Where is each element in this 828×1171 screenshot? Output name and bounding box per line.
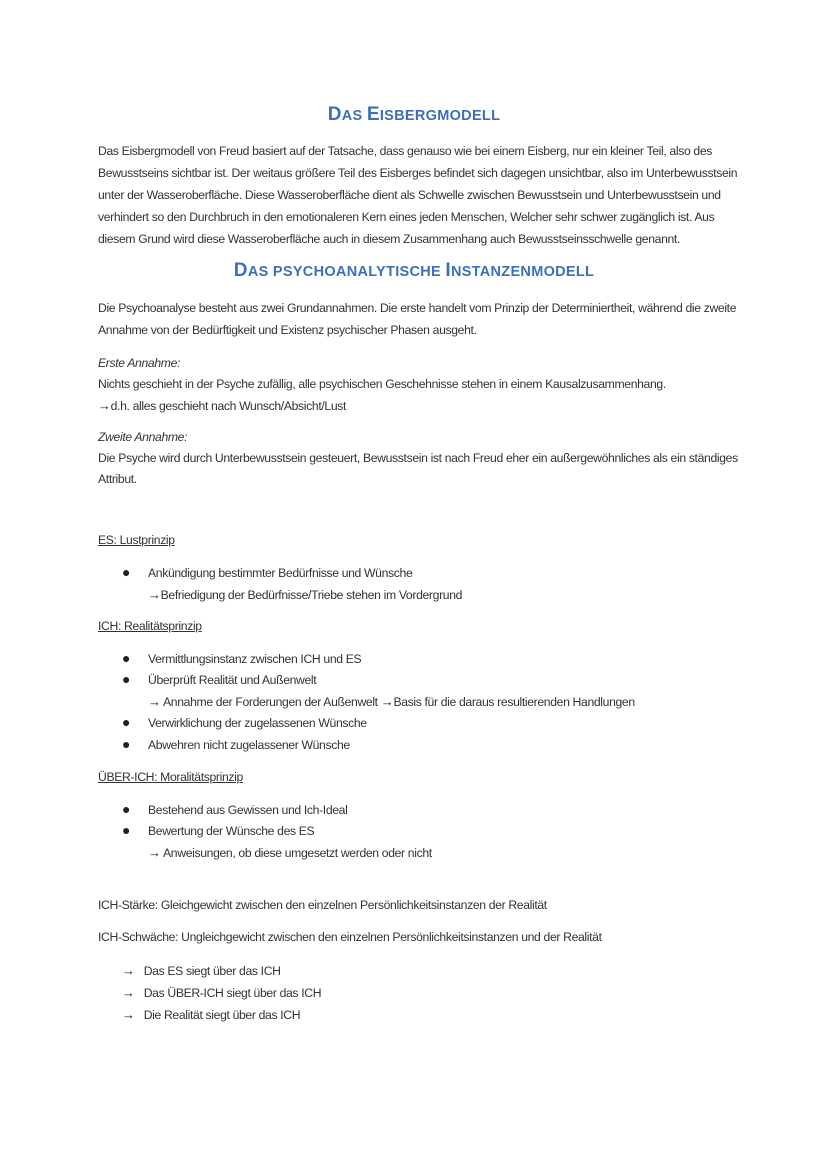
case-text: Die Realität siegt über das ICH [143,1008,301,1022]
title-letter: E [366,104,380,125]
first-assumption-text: Nichts geschieht in der Psyche zufällig, alle psychischen Geschehnisse stehen in einem Kausalzusammenhang. [98,377,666,391]
eisbergmodell-title [0,104,828,126]
paragraph-line: Das Eisbergmodell von Freud basiert auf der Tatsache, dass genauso wie bei einem Eisberg, nur ein kleiner Teil, also des [98,144,713,158]
title-part: ISBERGMODELL [379,108,501,124]
arrow-icon: → [148,587,161,602]
ich-item: Überprüft Realität und Außenwelt [148,673,317,687]
second-assumption-label: Zweite Annahme: [98,430,188,444]
arrow-text: Basis für die daraus resultierenden Handlungen [393,695,635,709]
arrow-icon: → [98,398,111,413]
intro-line: Die Psychoanalyse besteht aus zwei Grundannahmen. Die erste handelt vom Prinzip der Determiniertheit, während die zweite [98,301,737,315]
arrow-icon: → [122,963,135,978]
second-assumption-text: Attribut. [98,472,137,486]
bullet-icon: ● [122,564,131,580]
title-letter: D [233,260,248,281]
title-part: AS [341,108,367,124]
title-part: AS PSYCHOANALYTISCHE [247,264,446,280]
case-item [122,985,321,1000]
ich-item: Abwehren nicht zugelassener Wünsche [148,738,350,752]
intro-line: Annahme von der Bedürftigkeit und Existenz psychischer Phasen ausgeht. [98,323,477,337]
case-item [122,963,281,978]
paragraph-line: Bewusstseins sichtbar ist. Der weitaus größere Teil des Eisberges befindet sich dagegen unsichtbar, also im Unterbewusstsein [98,166,738,180]
second-assumption-text: Die Psyche wird durch Unterbewusstsein gesteuert, Bewusstsein ist nach Freud eher ein außergewöhnliches als ein ständiges [98,451,738,465]
es-item: Ankündigung bestimmter Bedürfnisse und Wünsche [148,566,413,580]
instanzenmodell-title [0,260,828,282]
ich-staerke-line: ICH-Stärke: Gleichgewicht zwischen den einzelnen Persönlichkeitsinstanzen der Realität [98,898,547,912]
ich-schwaeche-line: ICH-Schwäche: Ungleichgewicht zwischen den einzelnen Persönlichkeitsinstanzen und der Realität [98,930,602,944]
title-letter: D [327,104,342,125]
arrow-text: Anweisungen, ob diese umgesetzt werden oder nicht [163,846,432,860]
arrow-icon: → [148,845,161,860]
arrow-text: Annahme der Forderungen der Außenwelt [163,695,378,709]
title-part: NSTANZENMODELL [450,264,595,280]
first-assumption-label: Erste Annahme: [98,356,181,370]
ich-item: Verwirklichung der zugelassenen Wünsche [148,716,367,730]
paragraph-line: diesem Grund wird diese Wasseroberfläche auch in diesem Zusammenhang auch Bewusstseinsschwelle genannt. [98,232,680,246]
first-assumption-arrow-line [98,398,346,413]
bullet-icon: ● [122,671,131,687]
arrow-text: d.h. alles geschieht nach Wunsch/Absicht/Lust [110,399,347,413]
bullet-icon: ● [122,714,131,730]
arrow-icon: → [148,694,161,709]
ueberich-heading: ÜBER-ICH: Moralitätsprinzip [98,770,243,784]
ich-item: Vermittlungsinstanz zwischen ICH und ES [148,652,362,666]
case-text: Das ÜBER-ICH siegt über das ICH [143,986,322,1000]
ueberich-item: Bewertung der Wünsche des ES [148,824,315,838]
ich-sub-item [148,694,635,709]
paragraph-line: unter der Wasseroberfläche. Diese Wasseroberfläche dient als Schwelle zwischen Bewusstsein und Unterbewusstsein und [98,188,721,202]
arrow-icon: → [380,694,394,709]
case-item [122,1007,300,1022]
arrow-text: Befriedigung der Bedürfnisse/Triebe stehen im Vordergrund [160,588,463,602]
bullet-icon: ● [122,736,131,752]
es-sub-item [148,587,462,602]
ich-heading: ICH: Realitätsprinzip [98,619,202,633]
es-heading: ES: Lustprinzip [98,533,175,547]
arrow-icon: → [122,985,135,1000]
ueberich-sub-item [148,845,432,860]
title-letter: I [445,260,451,281]
bullet-icon: ● [122,801,131,817]
paragraph-line: verhindert so den Durchbruch in den emotionaleren Kern eines jeden Menschen, Welcher sehr schwer zugänglich ist. Aus [98,210,715,224]
bullet-icon: ● [122,822,131,838]
arrow-icon: → [122,1007,135,1022]
case-text: Das ES siegt über das ICH [143,964,281,978]
bullet-icon: ● [122,650,131,666]
ueberich-item: Bestehend aus Gewissen und Ich-Ideal [148,803,348,817]
